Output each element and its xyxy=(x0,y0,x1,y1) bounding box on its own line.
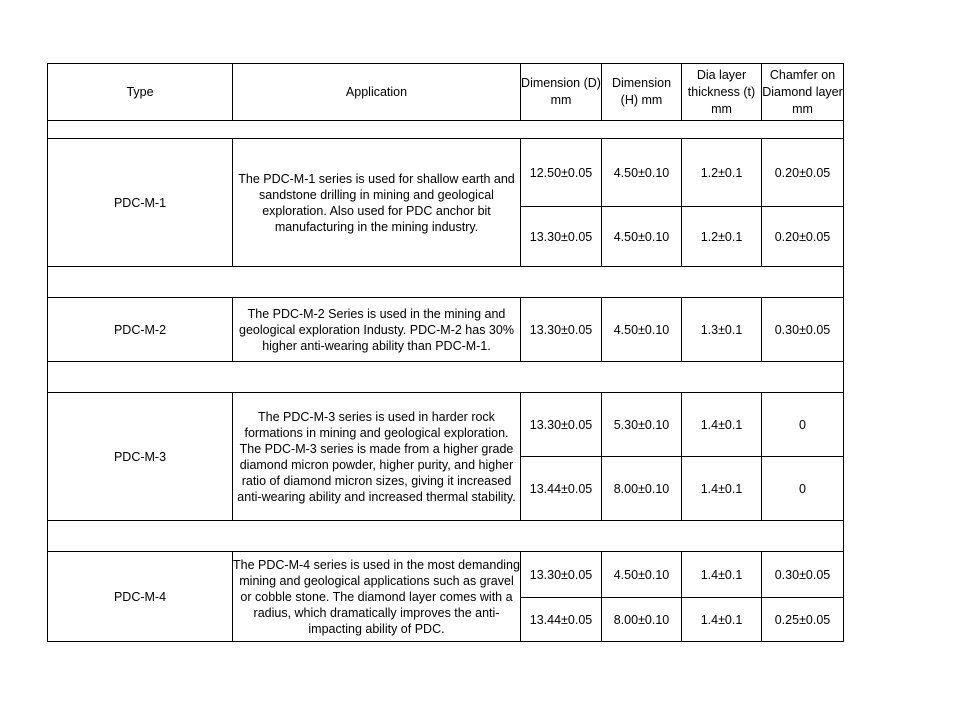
application-cell: The PDC-M-1 series is used for shallow earth and sandstone drilling in mining and geological exploration. Also used for PDC anchor bit manufacturing in the mining industry. xyxy=(233,139,521,267)
dimension-d-cell: 13.30±0.05 xyxy=(521,393,602,457)
dimension-h-cell: 8.00±0.10 xyxy=(602,457,682,521)
chamfer-cell: 0 xyxy=(762,393,844,457)
table-row xyxy=(48,393,844,457)
dia-layer-cell: 1.4±0.1 xyxy=(682,552,762,598)
dimension-h-cell: 4.50±0.10 xyxy=(602,207,682,267)
dimension-d-cell: 13.30±0.05 xyxy=(521,298,602,362)
type-cell: PDC-M-4 xyxy=(48,552,233,642)
separator-row xyxy=(48,521,844,552)
dimension-d-cell: 13.44±0.05 xyxy=(521,457,602,521)
header-chamfer: Chamfer on Diamond layer mm xyxy=(762,64,844,121)
table-row xyxy=(48,552,844,598)
dia-layer-cell: 1.2±0.1 xyxy=(682,139,762,207)
application-cell: The PDC-M-3 series is used in harder rock formations in mining and geological exploration. The PDC-M-3 series is made from a higher grade diamond micron powder, higher purity, and higher ratio of diamond micron sizes, giving it increased anti-wearing ability and increased thermal stability. xyxy=(233,393,521,521)
dia-layer-cell: 1.4±0.1 xyxy=(682,457,762,521)
header-dimension-d: Dimension (D) mm xyxy=(521,64,602,121)
header-application: Application xyxy=(233,64,521,121)
dimension-h-cell: 4.50±0.10 xyxy=(602,298,682,362)
dimension-h-cell: 5.30±0.10 xyxy=(602,393,682,457)
chamfer-cell: 0.30±0.05 xyxy=(762,298,844,362)
type-cell: PDC-M-3 xyxy=(48,393,233,521)
table-row xyxy=(48,139,844,207)
dimension-h-cell: 8.00±0.10 xyxy=(602,598,682,642)
dimension-h-cell: 4.50±0.10 xyxy=(602,552,682,598)
dimension-d-cell: 13.44±0.05 xyxy=(521,598,602,642)
header-dia-layer-thickness: Dia layer thickness (t) mm xyxy=(682,64,762,121)
dimension-d-cell: 13.30±0.05 xyxy=(521,552,602,598)
header-type: Type xyxy=(48,64,233,121)
chamfer-cell: 0.20±0.05 xyxy=(762,139,844,207)
chamfer-cell: 0.25±0.05 xyxy=(762,598,844,642)
dimension-d-cell: 13.30±0.05 xyxy=(521,207,602,267)
header-row xyxy=(48,64,844,121)
dimension-d-cell: 12.50±0.05 xyxy=(521,139,602,207)
separator-row xyxy=(48,121,844,139)
pdc-spec-table xyxy=(47,63,844,642)
separator-row xyxy=(48,267,844,298)
type-cell: PDC-M-1 xyxy=(48,139,233,267)
type-cell: PDC-M-2 xyxy=(48,298,233,362)
dia-layer-cell: 1.4±0.1 xyxy=(682,393,762,457)
dia-layer-cell: 1.2±0.1 xyxy=(682,207,762,267)
dimension-h-cell: 4.50±0.10 xyxy=(602,139,682,207)
application-cell: The PDC-M-4 series is used in the most demanding mining and geological applications such as gravel or cobble stone. The diamond layer comes with a radius, which dramatically improves the anti-impacting ability of PDC. xyxy=(233,552,521,642)
table-row xyxy=(48,298,844,362)
application-cell: The PDC-M-2 Series is used in the mining and geological exploration Industy. PDC-M-2 has 30% higher anti-wearing ability than PDC-M-1. xyxy=(233,298,521,362)
dia-layer-cell: 1.4±0.1 xyxy=(682,598,762,642)
chamfer-cell: 0.20±0.05 xyxy=(762,207,844,267)
header-dimension-h: Dimension (H) mm xyxy=(602,64,682,121)
dia-layer-cell: 1.3±0.1 xyxy=(682,298,762,362)
separator-row xyxy=(48,362,844,393)
chamfer-cell: 0.30±0.05 xyxy=(762,552,844,598)
chamfer-cell: 0 xyxy=(762,457,844,521)
